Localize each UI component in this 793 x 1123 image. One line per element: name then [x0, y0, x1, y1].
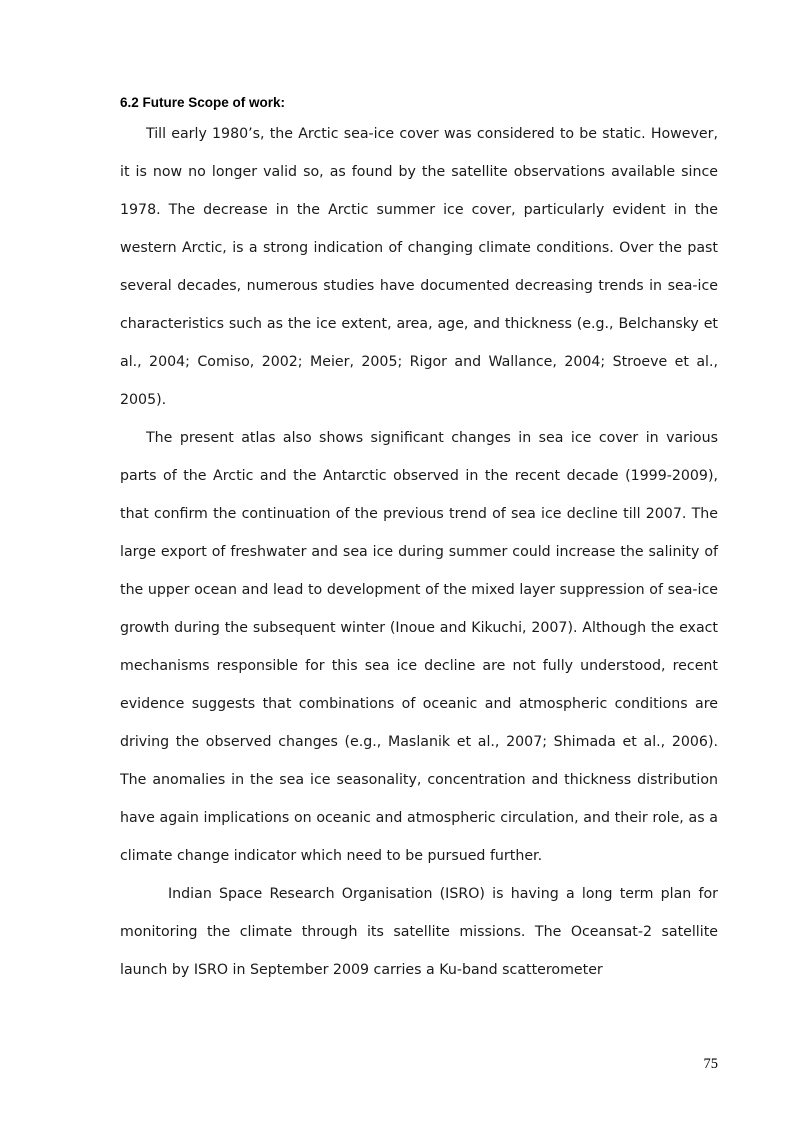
paragraph: Indian Space Research Organisation (ISRO) is having a long term plan for monitoring the climate through its satellite missions. The Oceansat-2 satellite launch by ISRO in September 2009 carries a Ku-band scatterometer	[120, 886, 718, 978]
paragraph: Till early 1980’s, the Arctic sea-ice cover was considered to be static. However, it is now no longer valid so, as found by the satellite observations available since 1978. The decrease in the Arctic summer ice cover, particularly evident in the western Arctic, is a strong indication of changing climate conditions. Over the past several decades, numerous studies have documented decreasing trends in sea-ice characteristics such as the ice extent, area, age, and thickness (e.g., Belchansky et al., 2004; Comiso, 2002; Meier, 2005; Rigor and Wallance, 2004; Stroeve et al., 2005).	[120, 126, 718, 408]
page-number: 75	[703, 1056, 718, 1072]
section-heading: 6.2 Future Scope of work:	[120, 95, 286, 110]
section-body	[120, 115, 718, 989]
paragraph: The present atlas also shows significant changes in sea ice cover in various parts of the Arctic and the Antarctic observed in the recent decade (1999-2009), that confirm the continuation of the previous trend of sea ice decline till 2007. The large export of freshwater and sea ice during summer could increase the salinity of the upper ocean and lead to development of the mixed layer suppression of sea-ice growth during the subsequent winter (Inoue and Kikuchi, 2007). Although the exact mechanisms responsible for this sea ice decline are not fully understood, recent evidence suggests that combinations of oceanic and atmospheric conditions are driving the observed changes (e.g., Maslanik et al., 2007; Shimada et al., 2006). The anomalies in the sea ice seasonality, concentration and thickness distribution have again implications on oceanic and atmospheric circulation, and their role, as a climate change indicator which need to be pursued further.	[120, 430, 718, 864]
